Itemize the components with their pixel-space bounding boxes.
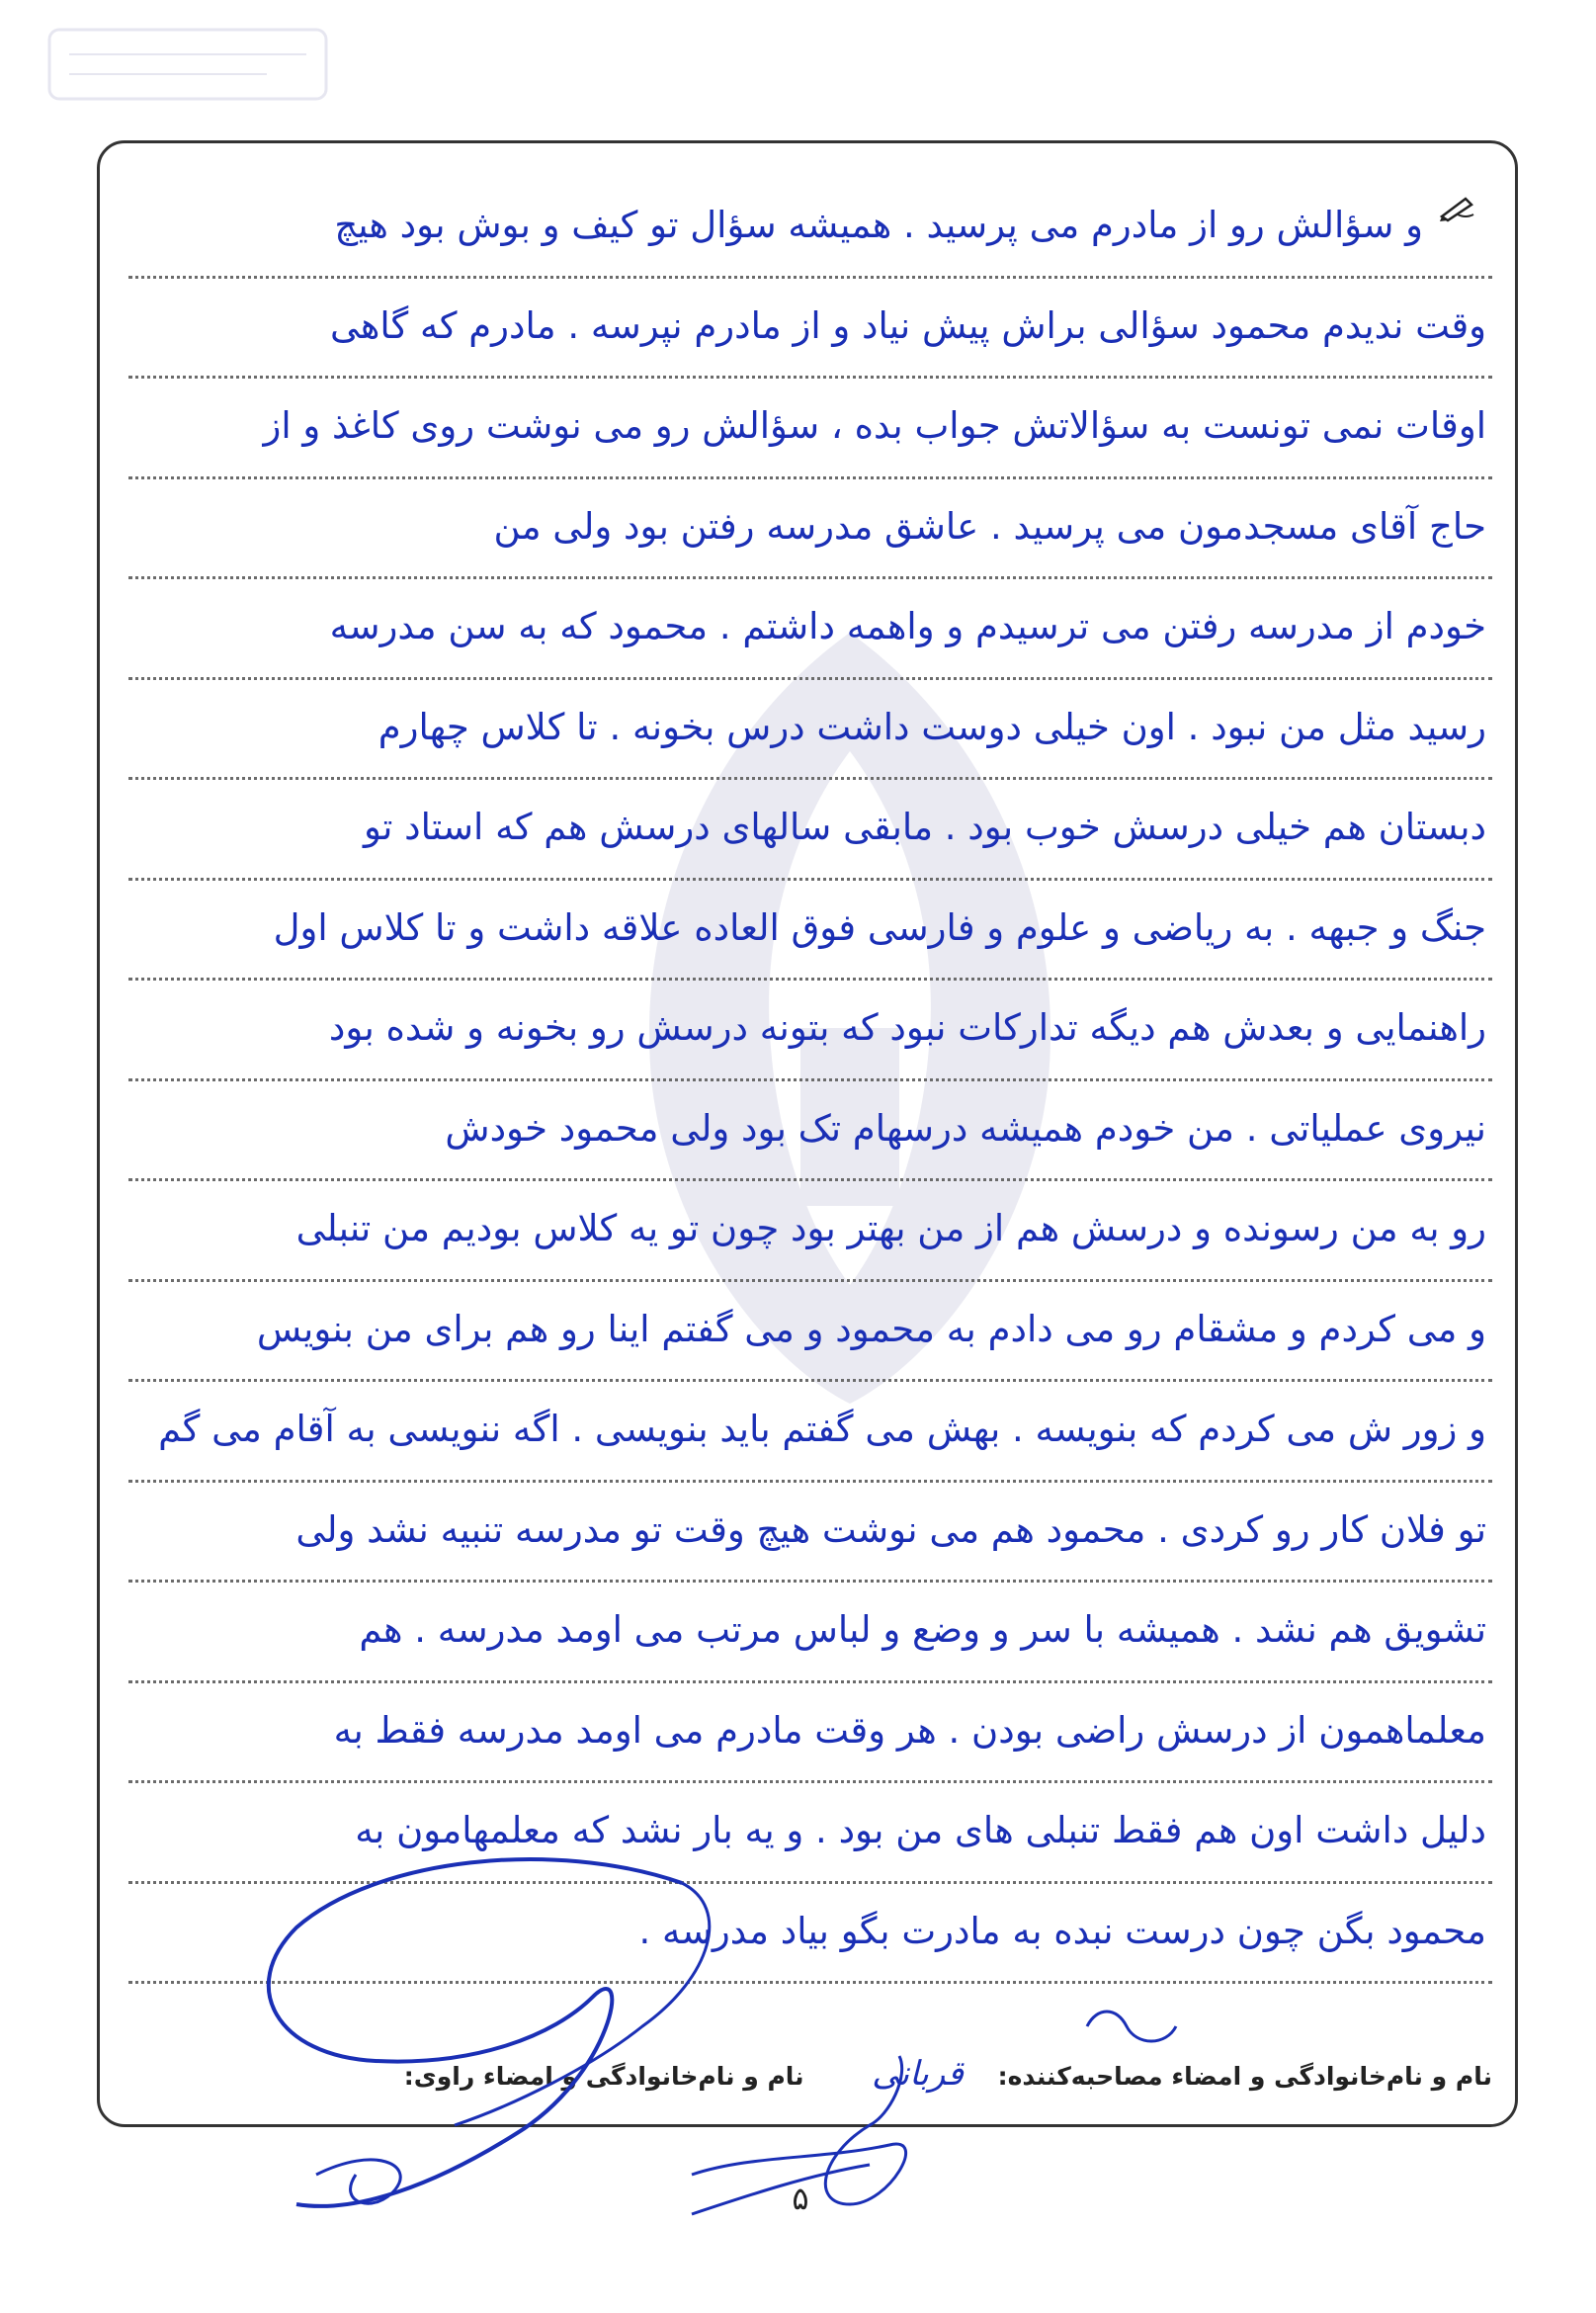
text-line: حاج آقای مسجدمون می پرسید . عاشق مدرسه رفتن بود ولی من	[128, 479, 1492, 580]
text-line: محمود بگن چون درست نبده به مادرت بگو بیاد مدرسه .	[128, 1884, 1492, 1985]
page-number: ۵	[792, 2180, 809, 2217]
text-line: وقت ندیدم محمود سؤالی براش پیش نیاد و از مادرم نپرسه . مادرم که گاهی	[128, 279, 1492, 380]
text-line: خودم از مدرسه رفتن می ترسیدم و واهمه داشتم . محمود که به سن مدرسه	[128, 579, 1492, 680]
text-line: و زور ش می کردم که بنویسه . بهش می گفتم باید بنویسی . اگه ننویسی به آقام می گم	[128, 1382, 1492, 1483]
text-line: معلماهمون از درسش راضی بودن . هر وقت مادرم می اومد مدرسه فقط به	[128, 1683, 1492, 1784]
signature-footer	[128, 2054, 1492, 2094]
narrator-label: نام و نام‌خانوادگی و امضاء راوی:	[403, 2062, 804, 2091]
text-line: راهنمایی و بعدش هم دیگه تدارکات نبود که بتونه درسش رو بخونه و شده بود	[128, 981, 1492, 1081]
text-line: دلیل داشت اون هم فقط تنبلی های من بود . و یه بار نشد که معلمهامون به	[128, 1783, 1492, 1884]
interviewer-label: نام و نام‌خانوادگی و امضاء مصاحبه‌کننده:	[997, 2062, 1492, 2091]
handwritten-text-area	[128, 178, 1492, 1984]
text-line: اوقات نمی تونست به سؤالاتش جواب بده ، سؤالش رو می نوشت روی کاغذ و از	[128, 379, 1492, 479]
text-line: دبستان هم خیلی درسش خوب بود . مابقی سالهای درسش هم که استاد تو	[128, 780, 1492, 881]
text-line: رو به من رسونده و درسش هم از من بهتر بود چون تو یه کلاس بودیم من تنبلی	[128, 1181, 1492, 1282]
text-line: تو فلان کار رو کردی . محمود هم می نوشت هیچ وقت تو مدرسه تنبیه نشد ولی	[128, 1483, 1492, 1584]
text-line: و سؤالش رو از مادرم می پرسید . همیشه سؤال تو کیف و بوش بود هیچ	[128, 178, 1492, 279]
text-line: جنگ و جبهه . به ریاضی و علوم و فارسی فوق العاده علاقه داشت و تا کلاس اول	[128, 881, 1492, 982]
interviewer-signature: قربانی	[872, 2054, 964, 2094]
corner-stamp	[40, 20, 336, 109]
text-line: و می کردم و مشقام رو می دادم به محمود و می گفتم اینا رو هم برای من بنویس	[128, 1282, 1492, 1383]
text-line: رسید مثل من نبود . اون خیلی دوست داشت درس بخونه . تا کلاس چهارم	[128, 680, 1492, 781]
text-line: نیروی عملیاتی . من خودم همیشه درسهام تک بود ولی محمود خودش	[128, 1081, 1492, 1182]
text-line: تشویق هم نشد . همیشه با سر و وضع و لباس مرتب می اومد مدرسه . هم	[128, 1583, 1492, 1683]
